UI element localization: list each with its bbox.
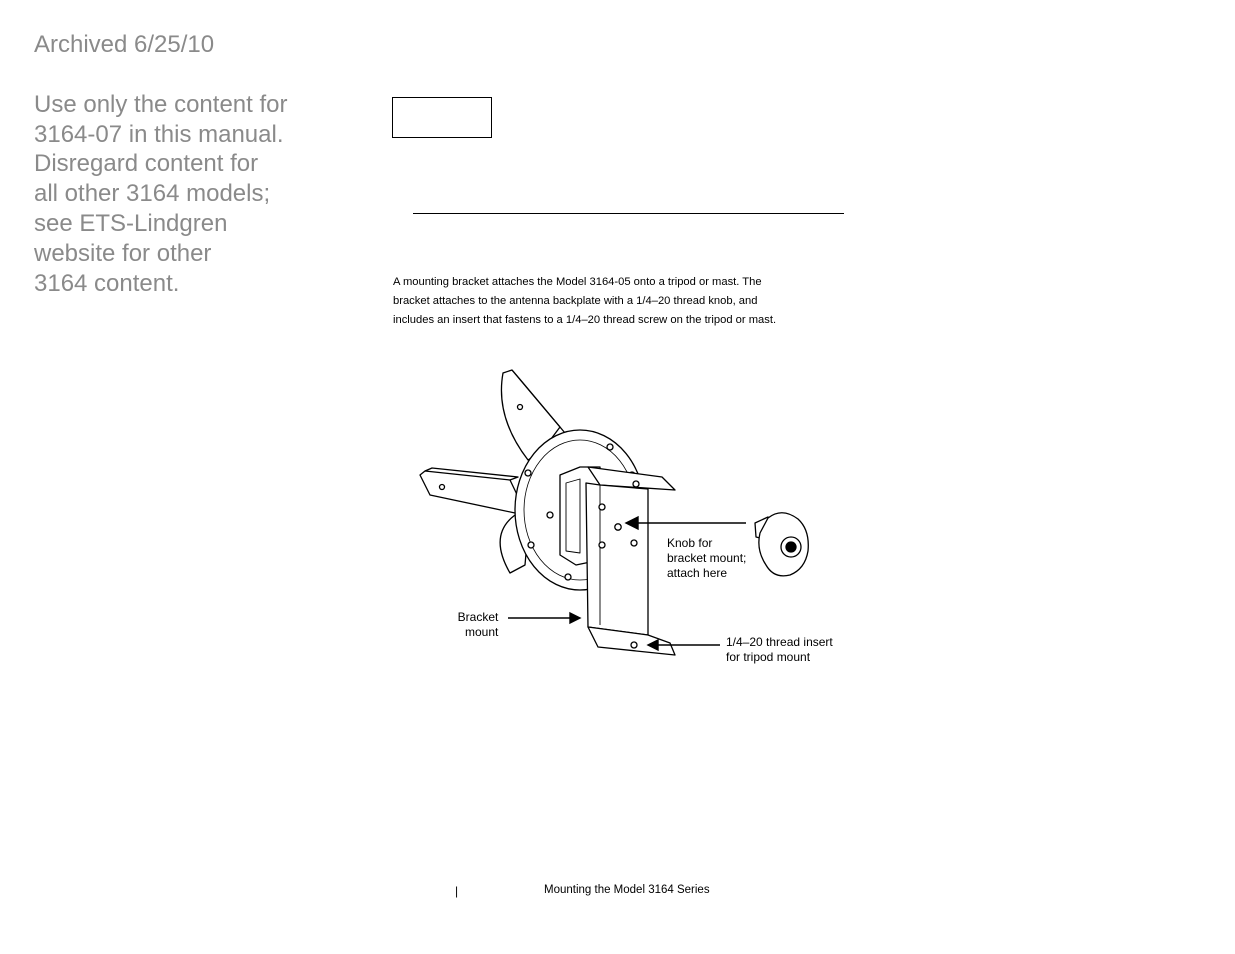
callout-insert-line: 1/4–20 thread insert [726,635,833,649]
body-paragraph [393,273,853,330]
section-rule [413,213,844,214]
callout-insert-line: for tripod mount [726,650,811,664]
body-line: bracket attaches to the antenna backplate with a 1/4–20 thread knob, and [393,295,758,307]
callout-knob [667,536,746,581]
callout-bracket-line: mount [465,625,499,639]
archive-line: Disregard content for [34,150,259,178]
archive-line: 3164 content. [34,269,180,297]
archive-instructions [34,90,334,299]
archive-date: Archived 6/25/10 [34,31,215,58]
callout-bracket-line: Bracket [457,610,499,624]
footer-separator: | [455,884,459,898]
body-line: A mounting bracket attaches the Model 3164-05 onto a tripod or mast. The [393,276,762,288]
body-line: includes an insert that fastens to a 1/4–20 thread screw on the tripod or mast. [393,314,777,326]
bracket-mount-figure [400,355,860,675]
callout-knob-line: Knob for [667,536,713,550]
empty-frame-box [392,97,492,138]
archive-line: website for other [34,239,212,267]
archive-line: see ETS-Lindgren [34,209,228,237]
archive-line: all other 3164 models; [34,180,271,208]
callout-bracket [457,610,498,640]
callout-knob-line: attach here [667,566,728,580]
archive-note [34,30,334,298]
archive-line: 3164-07 in this manual. [34,120,284,148]
callout-knob-line: bracket mount; [667,551,747,565]
footer-title: Mounting the Model 3164 Series [544,884,710,896]
callout-insert [726,635,833,665]
archive-line: Use only the content for [34,90,288,118]
